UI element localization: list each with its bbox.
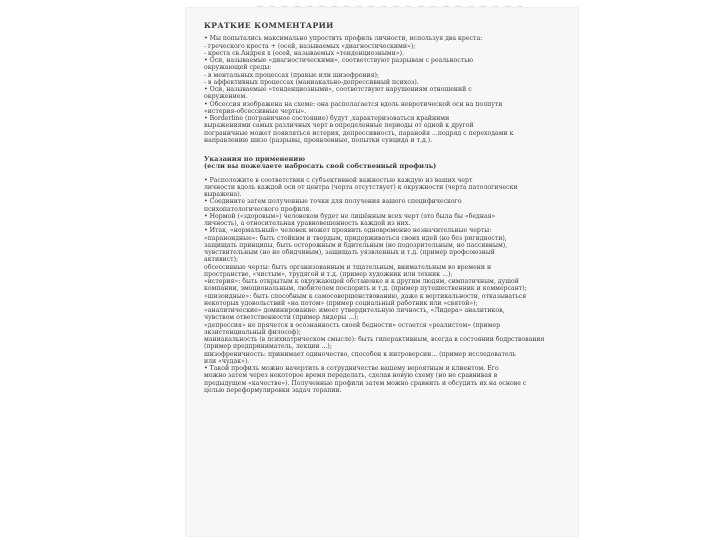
text-line: выражениями самых различных черт в определенные периоды от одной к другой xyxy=(204,122,474,130)
document-body xyxy=(204,22,574,532)
text-line: некоторых удовольствий «на потом» (пример социальный работник или «святой»); xyxy=(204,299,478,307)
text-line: или «чудак»). xyxy=(204,357,250,365)
text-line: «депрессия» не прячется в осознанность своей бедности» остается «реалистом» (пример xyxy=(204,321,501,329)
text-line: личности вдоль каждой оси от центра (черта отсутствует) к окружности (черта патологически xyxy=(204,183,518,191)
text-line: направлению шизо (разрывы, проявленные, попытки суицида и т.д.). xyxy=(204,136,433,144)
text-line: • Оси, называемые «диагностическими», соответствуют разрывам с реальностью xyxy=(204,57,473,64)
text-line: окружением. xyxy=(204,93,248,101)
text-line: - креста св.Андрея х (осей, называемых «тенденциозными»). xyxy=(204,49,404,57)
text-line: активист); xyxy=(204,256,239,264)
section-comments xyxy=(204,35,574,144)
scanned-document-page xyxy=(186,2,578,536)
text-line: обсессивные черты: быть организованным и тщательным, внимательным во времени и xyxy=(204,263,492,271)
text-line: «шизоидные»: быть способным к самосовершенствованию, даже к вертикальности, отказываться xyxy=(204,292,527,300)
text-line: «параноидные»: быть стойким и твердым, придерживаться своих идей (но без ригидности), xyxy=(204,234,507,242)
text-line: личность), а относительная уравновешенность каждой из них. xyxy=(204,220,411,227)
text-line: • Нормой («здоровым») человеком будет не лишённым всех черт (это была бы «бедная» xyxy=(204,212,496,220)
section-subheading-usage: (если вы пожелаете набросать свой собственный профиль) xyxy=(204,162,437,171)
text-line: пограничные может появляться истерия, депрессивность, паранойя ...подряд с переходами к xyxy=(204,129,514,137)
text-line: «истерия-обсессивные черты». xyxy=(204,107,307,115)
text-line: выражена). xyxy=(204,191,242,198)
section-usage xyxy=(204,177,574,395)
section-heading-usage: Указания по применению xyxy=(204,155,306,163)
text-line: чувством ответственности (пример лидеры ...); xyxy=(204,314,359,322)
text-line: • Соедините затем полученные точки для получения вашего специфического xyxy=(204,198,462,206)
text-line: • Обсессия изображена на схеме: она располагается вдоль невротической оси на полпути xyxy=(204,100,503,108)
text-line: - в ментальных процессах (правые или шизофрения); xyxy=(204,71,380,79)
text-line: маниакальность (в психиатрическом смысле): быть гиперактивным, всегда в состоянии бодрствования xyxy=(204,336,545,343)
text-line: предыдущем «качестве»). Полученные профили затем можно сравнить и обсудить их на основе с xyxy=(204,379,527,387)
text-line: пространстве, «чистым», трудягой и т.д. (пример художник или техник ...); xyxy=(204,270,453,278)
text-line: • Расположите в соответствии с субъективной важностью каждую из ваших черт xyxy=(204,176,473,184)
text-line: экзистенциальный философ); xyxy=(204,328,301,336)
text-line: • Итак, «нормальный» человек может проявить одновременно незначительные черты: xyxy=(204,227,492,235)
text-line: защищать принципы, быть осторожным и бдительным (но подозрительным, но пассивным), xyxy=(204,241,508,249)
text-line: - в аффективных процессах (маниакально-депрессивный психоз). xyxy=(204,78,419,86)
text-line: шизофреничность: принимает одиночество, способен к интроверсии... (пример исследователь xyxy=(204,350,516,358)
text-line: - греческого креста + (осей, называемых «диагностическими»); xyxy=(204,42,416,50)
text-line: «истерия»: быть открытым к окружающей обстановке и к другим людям, симпатичным, душой xyxy=(204,278,519,285)
text-line: психопатологического профиля. xyxy=(204,205,312,213)
text-line: «аналитические» доминирование: имеет утвердительную личность, «Лидера» аналитиков, xyxy=(204,307,505,314)
text-line: • Мы попытались максимально упростить профиль личности, используя два креста: xyxy=(204,35,483,43)
text-line: • Такой профиль можно начертить в сотрудничестве вашему вероятным и клиентом. Его xyxy=(204,365,499,372)
text-line: целью переформулировки задач терапии. xyxy=(204,386,342,394)
text-line: компании, эмоциональным, любителем поспорить и т.д. (пример путешественник и коммерсант); xyxy=(204,285,527,293)
text-line: можно затем через некоторое время переделать, сделав новую схему (но не сравнивая в xyxy=(204,372,498,380)
text-line: • Borderline (пограничное состояние) будут ,характеризоваться крайними xyxy=(204,115,450,122)
text-line: (пример предприниматель, лекции ...); xyxy=(204,343,332,351)
document-title: КРАТКИЕ КОММЕНТАРИИ xyxy=(204,22,334,30)
text-line: окружающей среды: xyxy=(204,64,272,72)
text-line: чувствительным (но не обидчивым), защищать уязвленных и т.д. (пример профсоюзный xyxy=(204,249,495,256)
text-line: • Оси, называемые «тенденциозными», соответствуют нарушениям отношений с xyxy=(204,86,472,93)
faint-header-bleedthrough: ~ ~ ~ ~ ~ ~ ~ ~ ~ ~ ~ ~ ~ ~ ~ ~ ~ ~ ~ ~ ~ ~ xyxy=(256,2,525,12)
